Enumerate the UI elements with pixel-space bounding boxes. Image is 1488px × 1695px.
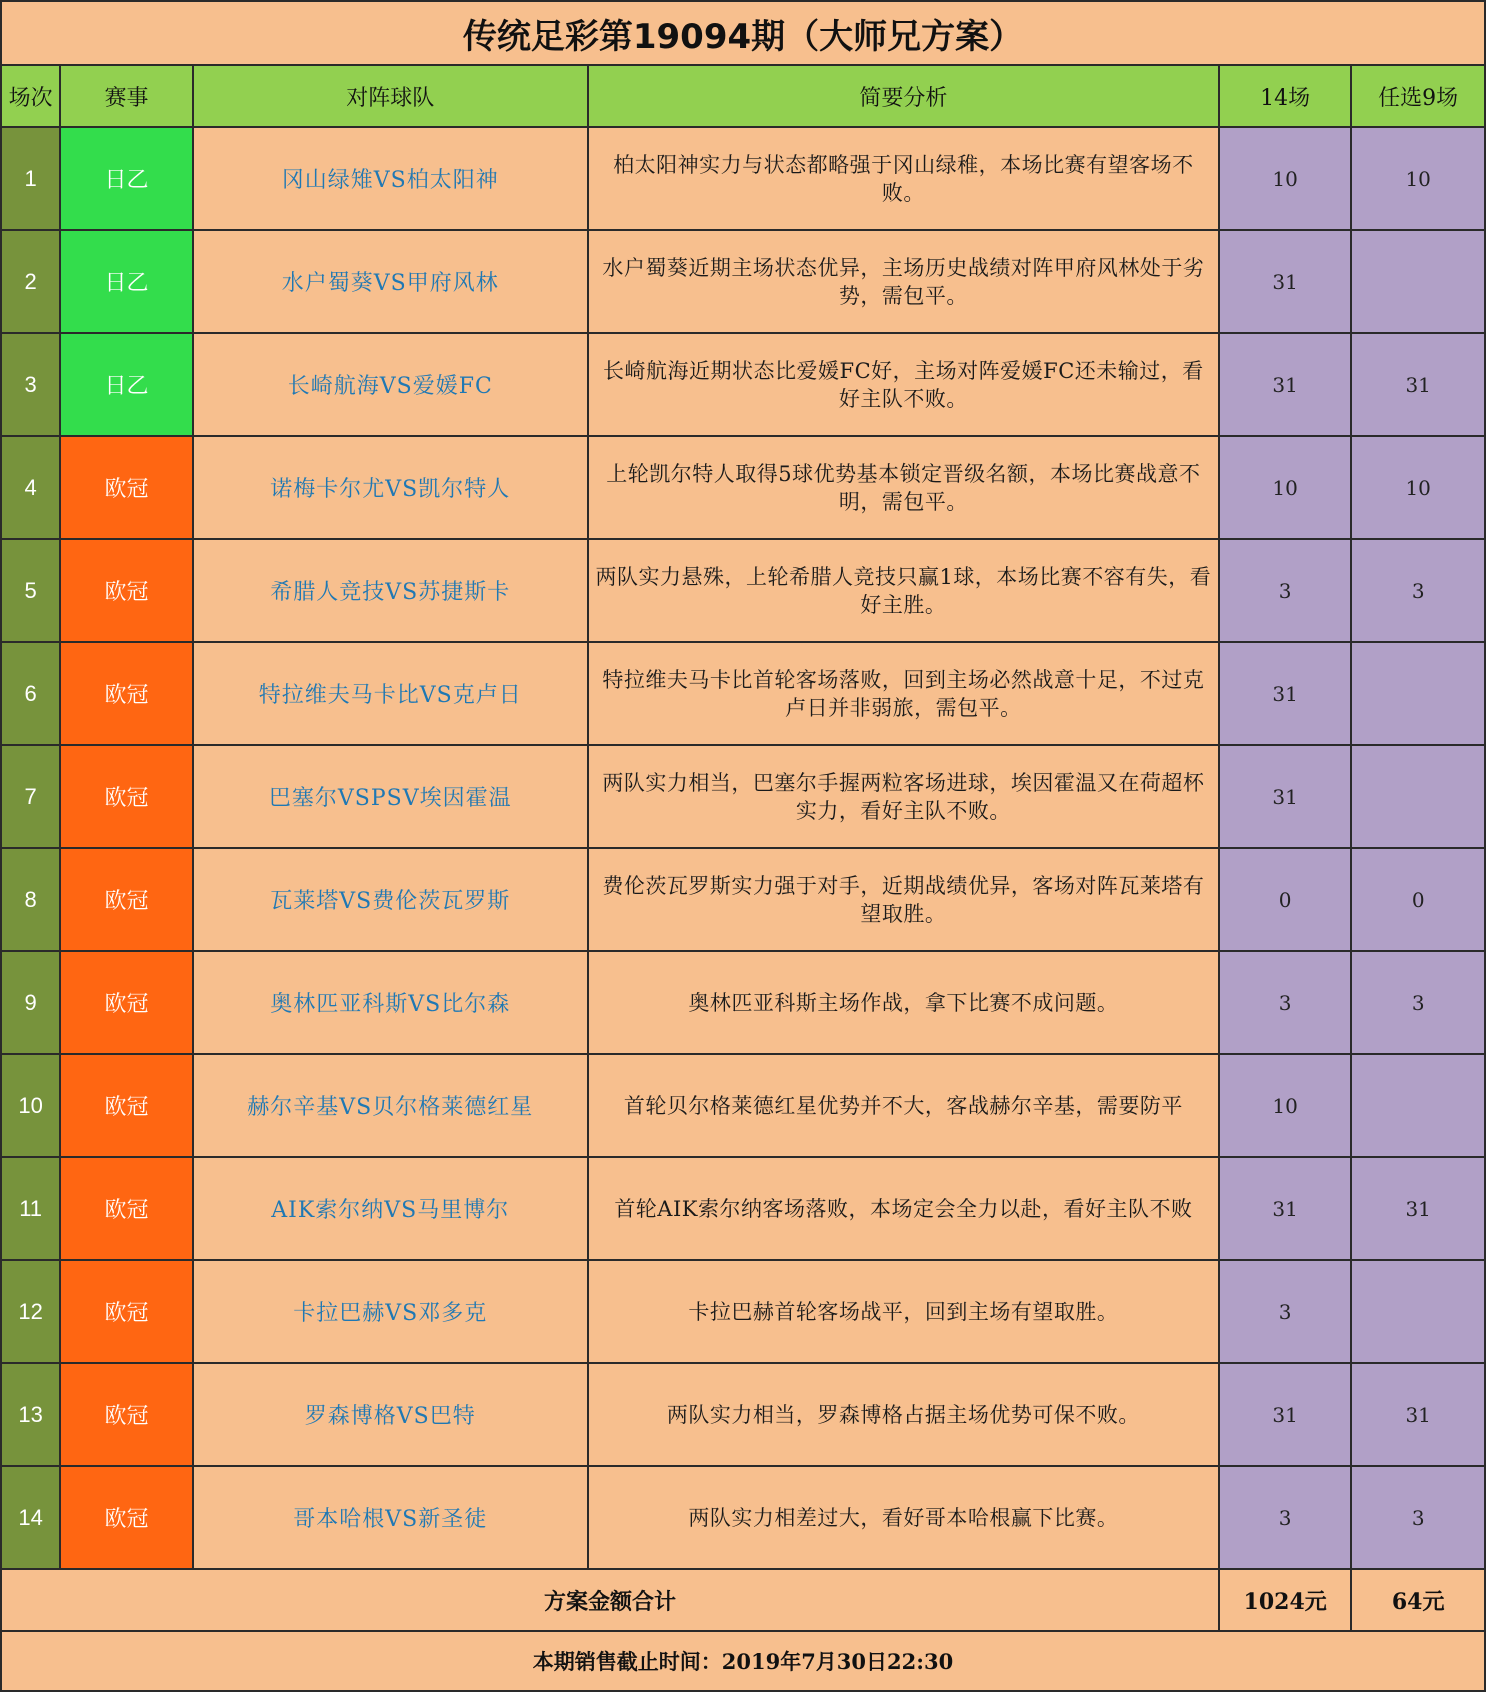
- match-teams: 罗森博格VS巴特: [193, 1363, 588, 1466]
- match-row: [1, 951, 1485, 1054]
- pick-14: 3: [1219, 951, 1351, 1054]
- match-index: 14: [1, 1466, 60, 1569]
- match-index: 7: [1, 745, 60, 848]
- match-index: 9: [1, 951, 60, 1054]
- league-name: 欧冠: [60, 1466, 192, 1569]
- match-row: [1, 127, 1485, 230]
- pick-14: 10: [1219, 127, 1351, 230]
- league-name: 日乙: [60, 333, 192, 436]
- match-row: [1, 539, 1485, 642]
- match-teams: 卡拉巴赫VS邓多克: [193, 1260, 588, 1363]
- match-row: [1, 642, 1485, 745]
- match-row: [1, 230, 1485, 333]
- pick-14: 3: [1219, 1466, 1351, 1569]
- league-name: 欧冠: [60, 642, 192, 745]
- match-teams: 哥本哈根VS新圣徒: [193, 1466, 588, 1569]
- match-analysis: 两队实力相当，巴塞尔手握两粒客场进球，埃因霍温又在荷超杯实力，看好主队不败。: [588, 745, 1219, 848]
- match-index: 13: [1, 1363, 60, 1466]
- match-analysis: 长崎航海近期状态比爱媛FC好，主场对阵爱媛FC还未输过，看好主队不败。: [588, 333, 1219, 436]
- match-analysis: 上轮凯尔特人取得5球优势基本锁定晋级名额，本场比赛战意不明，需包平。: [588, 436, 1219, 539]
- match-row: [1, 848, 1485, 951]
- league-name: 欧冠: [60, 745, 192, 848]
- match-row: [1, 1363, 1485, 1466]
- col-header-analysis: 简要分析: [588, 65, 1219, 127]
- match-teams: 水户蜀葵VS甲府风林: [193, 230, 588, 333]
- footer-row: [1, 1631, 1485, 1691]
- league-name: 欧冠: [60, 1157, 192, 1260]
- match-row: [1, 1466, 1485, 1569]
- match-row: [1, 1054, 1485, 1157]
- pick-14: 31: [1219, 333, 1351, 436]
- match-teams: 冈山绿雉VS柏太阳神: [193, 127, 588, 230]
- match-analysis: 两队实力相差过大，看好哥本哈根赢下比赛。: [588, 1466, 1219, 1569]
- pick-14: 3: [1219, 539, 1351, 642]
- league-name: 日乙: [60, 127, 192, 230]
- league-name: 日乙: [60, 230, 192, 333]
- league-name: 欧冠: [60, 1363, 192, 1466]
- match-row: [1, 1157, 1485, 1260]
- match-index: 4: [1, 436, 60, 539]
- pick-14: 0: [1219, 848, 1351, 951]
- pick-r9: 10: [1351, 127, 1485, 230]
- total-row: [1, 1569, 1485, 1631]
- match-analysis: 奥林匹亚科斯主场作战，拿下比赛不成问题。: [588, 951, 1219, 1054]
- match-index: 12: [1, 1260, 60, 1363]
- total-r9: 64元: [1351, 1569, 1485, 1631]
- match-teams: 特拉维夫马卡比VS克卢日: [193, 642, 588, 745]
- league-name: 欧冠: [60, 539, 192, 642]
- match-teams: 希腊人竞技VS苏捷斯卡: [193, 539, 588, 642]
- pick-r9: [1351, 1260, 1485, 1363]
- pick-14: 31: [1219, 230, 1351, 333]
- match-teams: 巴塞尔VSPSV埃因霍温: [193, 745, 588, 848]
- pick-r9: 10: [1351, 436, 1485, 539]
- match-analysis: 首轮贝尔格莱德红星优势并不大，客战赫尔辛基，需要防平: [588, 1054, 1219, 1157]
- pick-r9: 3: [1351, 539, 1485, 642]
- pick-14: 31: [1219, 642, 1351, 745]
- pick-14: 31: [1219, 1157, 1351, 1260]
- page-title: 传统足彩第19094期（大师兄方案）: [1, 1, 1485, 65]
- match-index: 3: [1, 333, 60, 436]
- league-name: 欧冠: [60, 951, 192, 1054]
- pick-r9: [1351, 745, 1485, 848]
- match-row: [1, 436, 1485, 539]
- pick-14: 10: [1219, 1054, 1351, 1157]
- match-row: [1, 333, 1485, 436]
- match-teams: 赫尔辛基VS贝尔格莱德红星: [193, 1054, 588, 1157]
- total-label: 方案金额合计: [1, 1569, 1219, 1631]
- league-name: 欧冠: [60, 848, 192, 951]
- match-row: [1, 1260, 1485, 1363]
- pick-14: 31: [1219, 745, 1351, 848]
- match-index: 8: [1, 848, 60, 951]
- pick-14: 31: [1219, 1363, 1351, 1466]
- match-teams: AIK索尔纳VS马里博尔: [193, 1157, 588, 1260]
- match-analysis: 费伦茨瓦罗斯实力强于对手，近期战绩优异，客场对阵瓦莱塔有望取胜。: [588, 848, 1219, 951]
- sales-deadline: 本期销售截止时间：2019年7月30日22:30: [1, 1631, 1485, 1691]
- match-index: 5: [1, 539, 60, 642]
- match-analysis: 两队实力悬殊，上轮希腊人竞技只赢1球，本场比赛不容有失，看好主胜。: [588, 539, 1219, 642]
- pick-r9: 0: [1351, 848, 1485, 951]
- match-teams: 长崎航海VS爱媛FC: [193, 333, 588, 436]
- match-analysis: 两队实力相当，罗森博格占据主场优势可保不败。: [588, 1363, 1219, 1466]
- pick-r9: 31: [1351, 1363, 1485, 1466]
- col-header-teams: 对阵球队: [193, 65, 588, 127]
- league-name: 欧冠: [60, 1260, 192, 1363]
- match-index: 1: [1, 127, 60, 230]
- pick-r9: [1351, 642, 1485, 745]
- pick-r9: [1351, 1054, 1485, 1157]
- match-index: 11: [1, 1157, 60, 1260]
- match-analysis: 特拉维夫马卡比首轮客场落败，回到主场必然战意十足，不过克卢日并非弱旅，需包平。: [588, 642, 1219, 745]
- league-name: 欧冠: [60, 1054, 192, 1157]
- match-row: [1, 745, 1485, 848]
- match-teams: 诺梅卡尔尤VS凯尔特人: [193, 436, 588, 539]
- match-index: 2: [1, 230, 60, 333]
- pick-14: 3: [1219, 1260, 1351, 1363]
- col-header-14: 14场: [1219, 65, 1351, 127]
- match-analysis: 卡拉巴赫首轮客场战平，回到主场有望取胜。: [588, 1260, 1219, 1363]
- pick-r9: [1351, 230, 1485, 333]
- col-header-r9: 任选9场: [1351, 65, 1485, 127]
- col-header-league: 赛事: [60, 65, 192, 127]
- match-index: 6: [1, 642, 60, 745]
- header-row: [1, 65, 1485, 127]
- match-analysis: 首轮AIK索尔纳客场落败，本场定会全力以赴，看好主队不败: [588, 1157, 1219, 1260]
- total-14: 1024元: [1219, 1569, 1351, 1631]
- pick-r9: 3: [1351, 1466, 1485, 1569]
- col-header-idx: 场次: [1, 65, 60, 127]
- match-teams: 奥林匹亚科斯VS比尔森: [193, 951, 588, 1054]
- match-index: 10: [1, 1054, 60, 1157]
- pick-14: 10: [1219, 436, 1351, 539]
- match-analysis: 水户蜀葵近期主场状态优异，主场历史战绩对阵甲府风林处于劣势，需包平。: [588, 230, 1219, 333]
- pick-r9: 3: [1351, 951, 1485, 1054]
- match-teams: 瓦莱塔VS费伦茨瓦罗斯: [193, 848, 588, 951]
- pick-r9: 31: [1351, 1157, 1485, 1260]
- pick-r9: 31: [1351, 333, 1485, 436]
- match-analysis: 柏太阳神实力与状态都略强于冈山绿稚，本场比赛有望客场不败。: [588, 127, 1219, 230]
- league-name: 欧冠: [60, 436, 192, 539]
